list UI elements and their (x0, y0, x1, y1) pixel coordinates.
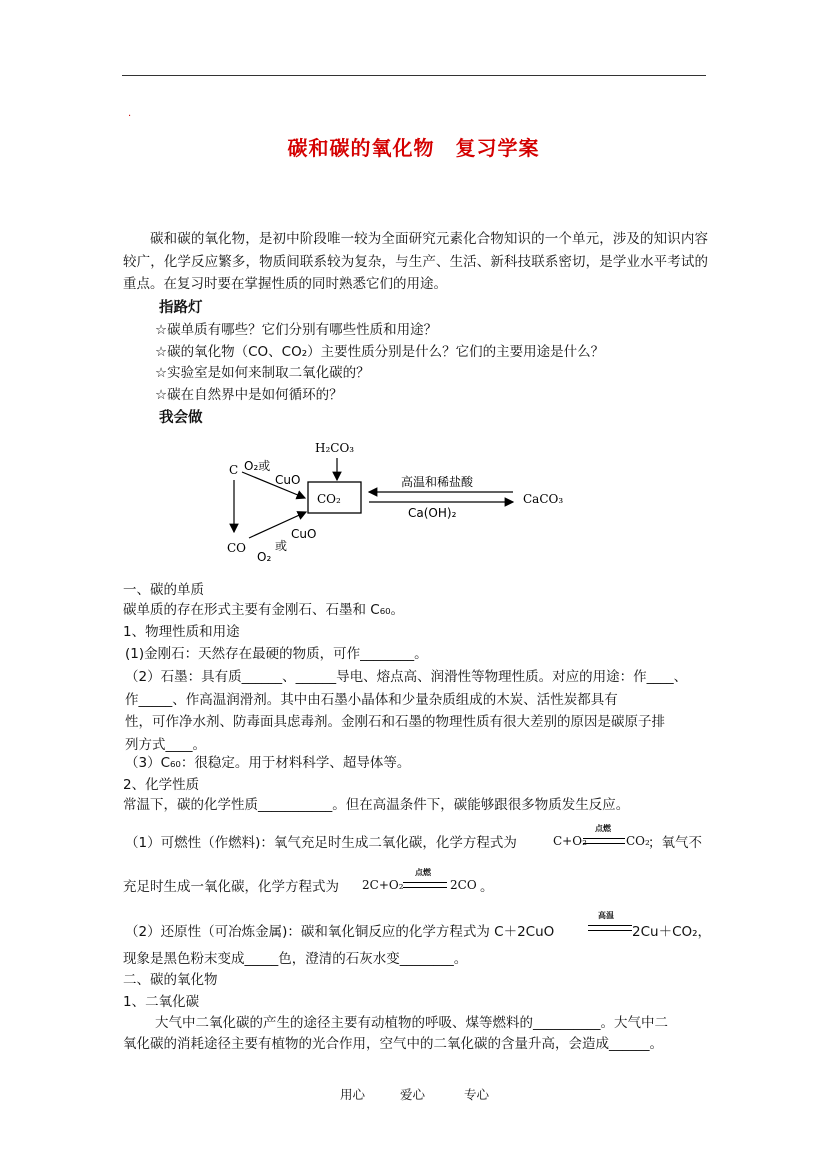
eq1-sign (583, 838, 625, 844)
diagram-bottom-label: Ca(OH)₂ (408, 506, 457, 520)
graphite-line-1: （2）石墨：具有质______、______导电、熔点高、润滑性等物理性质。对应的用途：作____、 (125, 669, 688, 685)
guide-item: ☆碳单质有哪些？它们分别有哪些性质和用途？ (155, 322, 438, 338)
combustion-line-1a: （1）可燃性（作燃料)：氧气充足时生成二氧化碳，化学方程式为 (125, 835, 517, 851)
guide-heading: 指路灯 (159, 300, 203, 316)
section1-heading: 一、碳的单质 (123, 582, 204, 598)
diagram-cuo-2: CuO (291, 527, 317, 541)
guide-item: ☆碳在自然界中是如何循环的？ (155, 387, 343, 403)
chem-intro: 常温下，碳的化学性质___________。但在高温条件下，碳能够跟很多物质发生反应。 (123, 797, 630, 813)
section1-intro: 碳单质的存在形式主要有金刚石、石墨和 C₆₀。 (123, 602, 405, 618)
co2-line-1: 大气中二氧化碳的产生的途径主要有动植物的呼吸、煤等燃料的__________。大气中二 (155, 1015, 668, 1031)
diagram-or-2: 或 (275, 539, 288, 553)
diagram-h2co3: H₂CO₃ (315, 441, 355, 455)
graphite-line-4: 列方式____。 (125, 737, 206, 753)
diagram-co: CO (227, 541, 247, 555)
diagram-c: C (229, 463, 239, 477)
reduction-condition: 高温 (598, 911, 614, 920)
eq1-left: C+O₂ (553, 834, 587, 848)
page-marker: . (128, 108, 132, 119)
carbon-cycle-diagram (215, 430, 575, 570)
eq1-condition: 点燃 (595, 824, 611, 833)
diagram-o2-or-1: O₂或 (244, 459, 271, 473)
combustion-line-2b: 。 (480, 879, 494, 895)
section2-heading: 二、碳的氧化物 (123, 972, 218, 988)
reduction-line-2: 现象是黑色粉末变成_____色，澄清的石灰水变________。 (123, 951, 468, 967)
eq2-condition: 点燃 (415, 868, 431, 877)
practice-heading: 我会做 (159, 410, 203, 426)
eq2-sign (403, 882, 447, 888)
graphite-line-2: 作_____、作高温润滑剂。其中由石墨小晶体和少量杂质组成的木炭、活性炭都具有 (125, 692, 618, 708)
c60-line: （3）C₆₀：很稳定。用于材料科学、超导体等。 (125, 755, 411, 771)
eq2-right: 2CO (450, 878, 477, 892)
section2-sub1: 1、二氧化碳 (123, 994, 200, 1010)
section1-sub2: 2、化学性质 (123, 777, 200, 793)
combustion-line-1b: ；氧气不 (648, 835, 702, 851)
header-rule (122, 75, 706, 76)
page-title: 碳和碳的氧化物 复习学案 (287, 136, 540, 160)
reduction-line-1a: （2）还原性（可冶炼金属)：碳和氧化铜反应的化学方程式为 C＋2CuO (125, 924, 555, 940)
diagram-top-label: 高温和稀盐酸 (401, 475, 474, 489)
guide-item: ☆碳的氧化物（CO、CO₂）主要性质分别是什么？它们的主要用途是什么？ (155, 344, 605, 360)
diagram-o2-2: O₂ (257, 550, 272, 564)
combustion-line-2a: 充足时生成一氧化碳，化学方程式为 (123, 879, 339, 895)
section1-sub1: 1、物理性质和用途 (123, 624, 240, 640)
reduction-sign (588, 925, 632, 931)
guide-item: ☆实验室是如何来制取二氧化碳的？ (155, 365, 370, 381)
footer-item: 爱心 (400, 1087, 426, 1102)
footer-item: 用心 (340, 1087, 366, 1102)
eq2-left: 2C+O₂ (362, 878, 404, 892)
footer-item: 专心 (464, 1087, 490, 1102)
reduction-right: 2Cu＋CO₂， (632, 924, 712, 940)
diagram-cuo-1: CuO (275, 473, 301, 487)
co2-line-2: 氧化碳的消耗途径主要有植物的光合作用，空气中的二氧化碳的含量升高，会造成______。 (123, 1036, 663, 1052)
diamond-line: (1)金刚石：天然存在最硬的物质，可作________。 (125, 646, 428, 662)
graphite-line-3: 性，可作净水剂、防毒面具虑毒剂。金刚石和石墨的物理性质有很大差别的原因是碳原子排 (125, 714, 665, 730)
diagram-co2: CO₂ (317, 492, 341, 506)
diagram-caco3: CaCO₃ (523, 492, 564, 506)
eq1-right: CO₂ (626, 834, 650, 848)
intro-paragraph: 碳和碳的氧化物，是初中阶段唯一较为全面研究元素化合物知识的一个单元，涉及的知识内容较广，化学反应繁多，物质间联系较为复杂，与生产、生活、新科技联系密切，是学业水平考试的重点。在复习时要在掌握性质的同时熟悉它们的用途。 (123, 231, 708, 292)
